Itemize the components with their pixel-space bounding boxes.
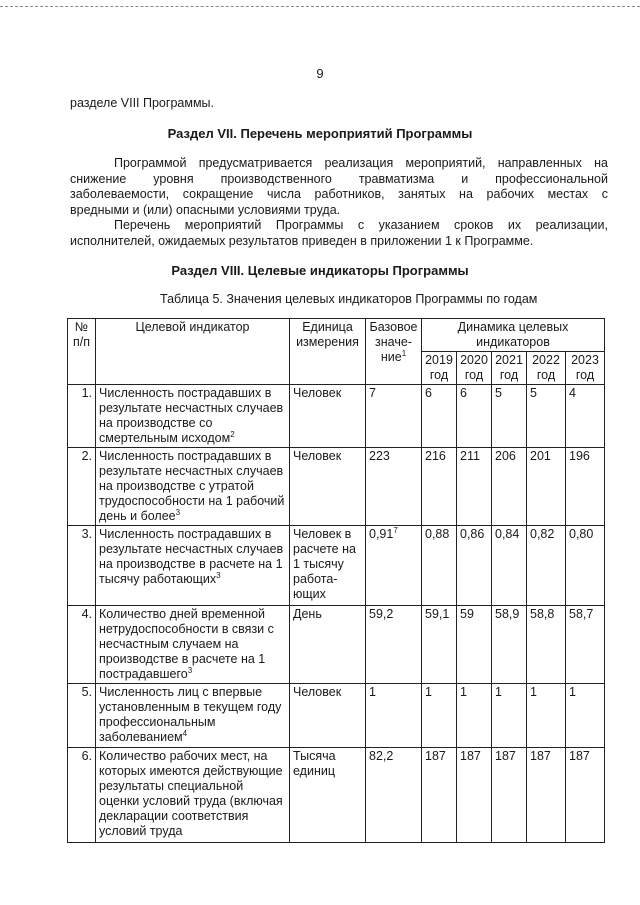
table-row (68, 606, 605, 684)
row-year-value: 0,86 (457, 526, 492, 606)
row-year-value: 187 (457, 748, 492, 843)
row-num: 1. (68, 385, 96, 448)
row-base (366, 385, 422, 448)
row-base-value: 223 (369, 449, 390, 463)
row-year-value: 58,8 (527, 606, 566, 684)
row-unit: День (290, 606, 366, 684)
row-indicator (96, 448, 290, 526)
row-year-value: 206 (492, 448, 527, 526)
table-row (68, 526, 605, 606)
row-num: 4. (68, 606, 96, 684)
table-row (68, 684, 605, 748)
row-year-value: 5 (492, 385, 527, 448)
paragraph-line: вредными и (или) опасными условиями труда. (70, 202, 341, 217)
row-year-value: 187 (492, 748, 527, 843)
row-unit: Человек (290, 448, 366, 526)
table-row (68, 385, 605, 448)
row-year-value: 196 (566, 448, 605, 526)
header-base-footnote: 1 (401, 348, 407, 358)
row-year-value: 4 (566, 385, 605, 448)
row-indicator-text: Численность пострадавших в результате несчастных случаев на производстве с утратой трудоспособности на 1 рабочий день и более (99, 449, 285, 523)
row-year-value: 58,9 (492, 606, 527, 684)
row-base (366, 606, 422, 684)
table-row (68, 748, 605, 843)
row-year-value: 201 (527, 448, 566, 526)
row-year-value: 187 (527, 748, 566, 843)
row-unit: Тысяча единиц (290, 748, 366, 843)
header-indicator: Целевой индикатор (96, 319, 290, 385)
row-year-value: 59 (457, 606, 492, 684)
row-num: 6. (68, 748, 96, 843)
paragraph-line: заболеваемости, сокращение числа работников, занятых на рабочих местах с (70, 187, 608, 201)
row-base (366, 526, 422, 606)
row-indicator-footnote: 3 (175, 507, 181, 517)
row-indicator-text: Количество рабочих мест, на которых имеются действующие результаты специальной оценки условий труда (включая декларации соответствия условий труда (99, 749, 283, 838)
row-base (366, 684, 422, 748)
row-year-value: 216 (422, 448, 457, 526)
row-year-value: 59,1 (422, 606, 457, 684)
table-caption: Таблица 5. Значения целевых индикаторов Программы по годам (160, 292, 538, 306)
row-year-value: 187 (422, 748, 457, 843)
row-num: 3. (68, 526, 96, 606)
row-unit: Человек (290, 684, 366, 748)
row-year-value: 1 (422, 684, 457, 748)
indicators-table (67, 318, 605, 843)
row-num: 5. (68, 684, 96, 748)
paragraph-line: Перечень мероприятий Программы с указанием сроков их реализации, (114, 218, 608, 232)
row-indicator-text: Численность пострадавших в результате несчастных случаев на производстве в расчете на 1 тысячу работающих (99, 527, 284, 586)
row-year-value: 187 (566, 748, 605, 843)
section8-heading: Раздел VIII. Целевые индикаторы Программы (171, 263, 469, 278)
header-year: 2020 год (457, 352, 492, 385)
section7-paragraph1 (70, 156, 608, 218)
header-year: 2019 год (422, 352, 457, 385)
row-year-value: 0,88 (422, 526, 457, 606)
table-row (68, 448, 605, 526)
header-num: № п/п (68, 319, 96, 385)
section7-heading: Раздел VII. Перечень мероприятий Программы (167, 126, 473, 141)
row-base-value: 0,91 (369, 527, 394, 541)
row-indicator (96, 385, 290, 448)
row-base-footnote: 7 (393, 525, 398, 535)
header-unit: Единица измерения (290, 319, 366, 385)
row-unit: Человек в расчете на 1 тысячу работа-ющих (290, 526, 366, 606)
row-year-value: 1 (566, 684, 605, 748)
row-year-value: 1 (527, 684, 566, 748)
row-unit: Человек (290, 385, 366, 448)
row-indicator (96, 684, 290, 748)
paragraph-line: снижение уровня производственного травматизма и профессиональной (70, 171, 608, 186)
header-year: 2022 год (527, 352, 566, 385)
row-base-value: 7 (369, 386, 376, 400)
paragraph-line: исполнителей, ожидаемых результатов приведен в приложении 1 к Программе. (70, 233, 534, 248)
row-year-value: 0,84 (492, 526, 527, 606)
row-indicator-text: Количество дней временной нетрудоспособности в связи с несчастным случаем на производстве в расчете на 1 пострадавшего (99, 607, 274, 681)
row-base (366, 748, 422, 843)
row-year-value: 6 (422, 385, 457, 448)
paragraph-line: Программой предусматривается реализация мероприятий, направленных на (114, 156, 608, 170)
row-indicator-footnote: 2 (230, 429, 235, 439)
row-base-value: 59,2 (369, 607, 394, 621)
header-year: 2021 год (492, 352, 527, 385)
row-base-value: 82,2 (369, 749, 394, 763)
row-year-value: 58,7 (566, 606, 605, 684)
row-indicator-text: Численность пострадавших в результате несчастных случаев на производстве со смертельным исходом (99, 386, 284, 445)
row-year-value: 0,80 (566, 526, 605, 606)
row-year-value: 1 (457, 684, 492, 748)
header-base-text: Базовое значе-ние (369, 320, 418, 364)
row-year-value: 1 (492, 684, 527, 748)
row-year-value: 0,82 (527, 526, 566, 606)
row-indicator-footnote: 3 (216, 570, 221, 580)
row-year-value: 211 (457, 448, 492, 526)
row-base (366, 448, 422, 526)
row-indicator-footnote: 3 (187, 665, 193, 675)
intro-line: разделе VIII Программы. (70, 96, 214, 110)
row-indicator (96, 526, 290, 606)
row-year-value: 6 (457, 385, 492, 448)
row-num: 2. (68, 448, 96, 526)
row-indicator (96, 748, 290, 843)
page-number: 9 (316, 66, 324, 81)
row-indicator-footnote: 4 (182, 728, 188, 738)
scan-top-edge (0, 6, 640, 7)
row-year-value: 5 (527, 385, 566, 448)
header-dynamics: Динамика целевых индикаторов (422, 319, 605, 352)
header-base (366, 319, 422, 385)
row-base-value: 1 (369, 685, 376, 699)
row-indicator-text: Численность лиц с впервые установленным в текущем году профессиональным заболеванием (99, 685, 282, 744)
header-year: 2023 год (566, 352, 605, 385)
section7-paragraph2 (70, 218, 608, 249)
row-indicator (96, 606, 290, 684)
